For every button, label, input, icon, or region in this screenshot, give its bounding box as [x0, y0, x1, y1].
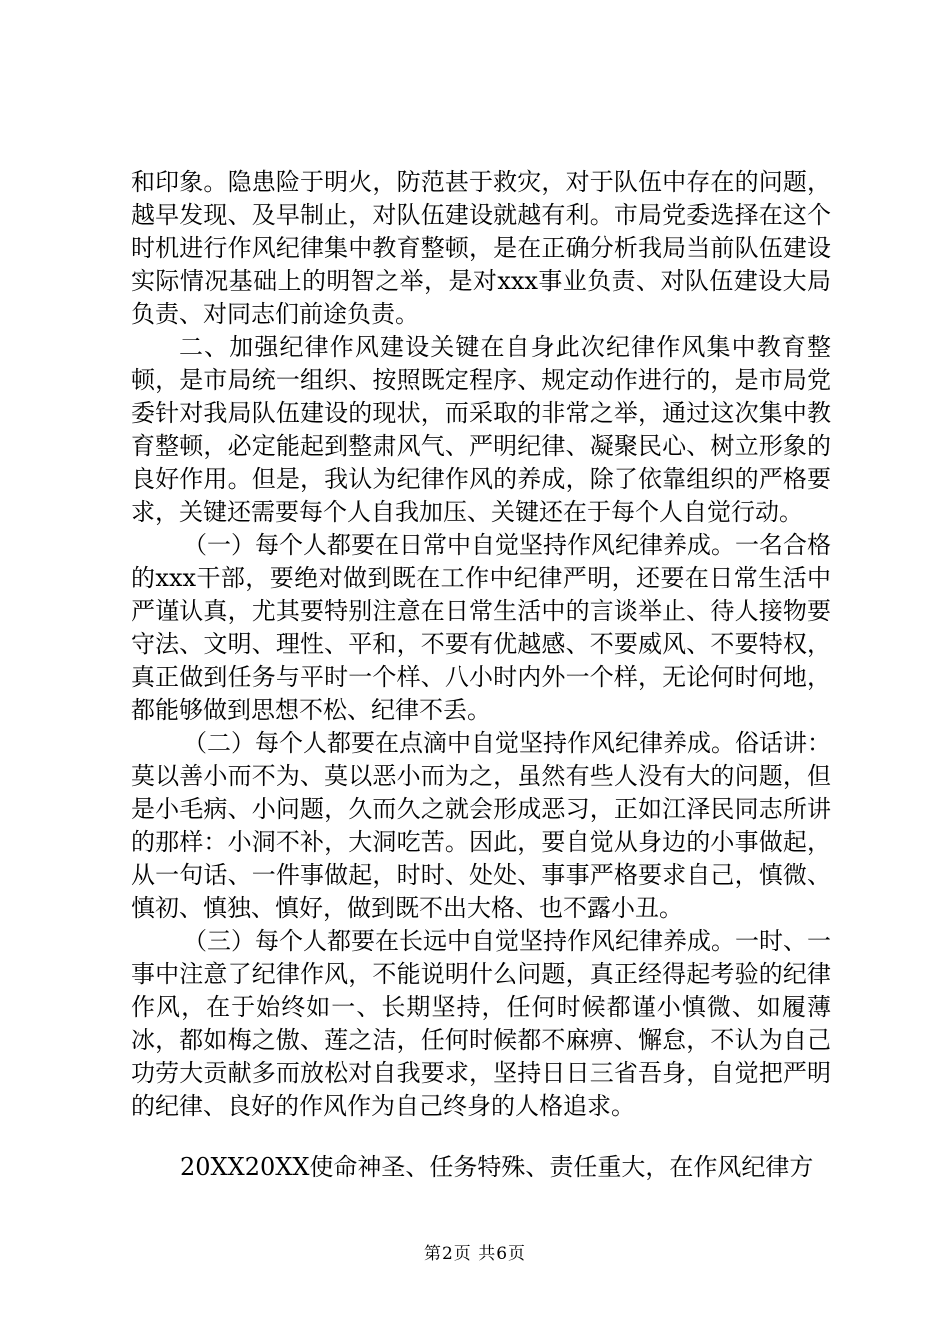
document-body — [131, 166, 831, 1123]
paragraph-5: （三）每个人都要在长远中自觉坚持作风纪律养成。一时、一事中注意了纪律作风，不能说明什么问题，真正经得起考验的纪律作风，在于始终如一、长期坚持，任何时候都谨小慎微、如履薄冰，都如梅之傲、莲之洁，任何时候都不麻痹、懈怠，不认为自己功劳大贡献多而放松对自我要求，坚持日日三省吾身，自觉把严明的纪律、良好的作风作为自己终身的人格追求。 — [131, 927, 831, 1120]
paragraph-4: （二）每个人都要在点滴中自觉坚持作风纪律养成。俗话讲：莫以善小而不为、莫以恶小而为之，虽然有些人没有大的问题，但是小毛病、小问题，久而久之就会形成恶习，正如江泽民同志所讲的那样：小洞不补，大洞吃苦。因此，要自觉从身边的小事做起，从一句话、一件事做起，时时、处处、事事严格要求自己，慎微、慎初、慎独、慎好，做到既不出大格、也不露小丑。 — [131, 729, 831, 922]
paragraph-1: 和印象。隐患险于明火，防范甚于救灾，对于队伍中存在的问题，越早发现、及早制止，对队伍建设就越有利。市局党委选择在这个时机进行作风纪律集中教育整顿，是在正确分析我局当前队伍建设实际情况基础上的明智之举，是对xxx事业负责、对队伍建设大局负责、对同志们前途负责。 — [131, 168, 831, 328]
paragraph-2: 二、加强纪律作风建设关键在自身此次纪律作风集中教育整顿，是市局统一组织、按照既定程序、规定动作进行的，是市局党委针对我局队伍建设的现状，而采取的非常之举，通过这次集中教育整顿，必定能起到整肃风气、严明纪律、凝聚民心、树立形象的良好作用。但是，我认为纪律作风的养成，除了依靠组织的严格要求，关键还需要每个人自我加压、关键还在于每个人自觉行动。 — [131, 333, 831, 526]
paragraph-3: （一）每个人都要在日常中自觉坚持作风纪律养成。一名合格的xxx干部，要绝对做到既在工作中纪律严明，还要在日常生活中严谨认真，尤其要特别注意在日常生活中的言谈举止、待人接物要守法、文明、理性、平和，不要有优越感、不要威风、不要特权，真正做到任务与平时一个样、八小时内外一个样，无论何时何地，都能够做到思想不松、纪律不丢。 — [131, 531, 831, 724]
closing-line: 20XX20XX使命神圣、任务特殊、责任重大，在作风纪律方 — [180, 1153, 814, 1181]
page-footer: 第2页 共6页 — [423, 1244, 527, 1264]
